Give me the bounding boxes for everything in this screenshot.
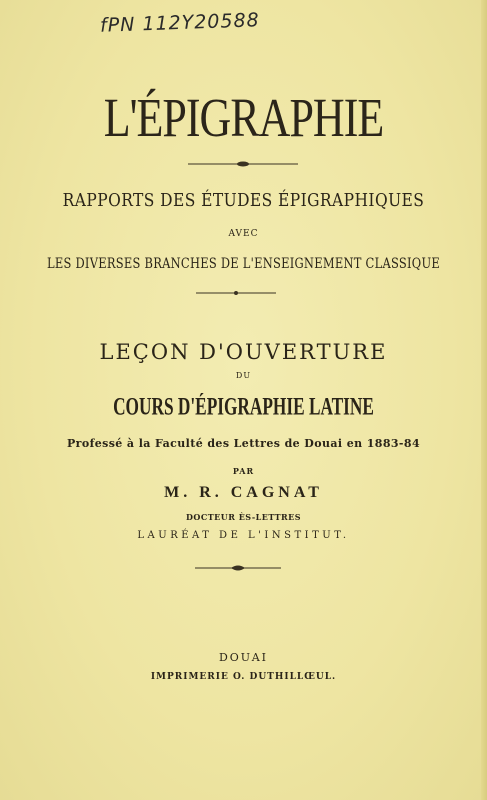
subtitle-line-1: RAPPORTS DES ÉTUDES ÉPIGRAPHIQUES <box>62 190 425 211</box>
course-title: COURS D'ÉPIGRAPHIE LATINE <box>113 393 374 421</box>
subtitle-line-2: LES DIVERSES BRANCHES DE L'ENSEIGNEMENT CLASSIQUE <box>46 256 441 272</box>
du-connector: DU <box>235 371 252 380</box>
handwritten-shelfmark: fPN 112Y20588 <box>99 9 261 37</box>
par-connector: PAR <box>232 466 255 476</box>
author-degree: DOCTEUR ÈS-LETTRES <box>185 512 302 522</box>
subtitle-avec: AVEC <box>228 229 259 239</box>
ornament-rule-3 <box>195 563 281 573</box>
author-honor: LAURÉAT DE L'INSTITUT. <box>137 530 350 541</box>
professe-line: Professé à la Faculté des Lettres de Douai en 1883-84 <box>66 437 421 450</box>
book-title: L'ÉPIGRAPHIE <box>103 87 384 149</box>
lecon-heading: LEÇON D'OUVERTURE <box>99 340 388 364</box>
ornament-rule-1 <box>188 159 298 169</box>
publication-city: DOUAI <box>218 651 269 664</box>
author-name: M. R. CAGNAT <box>164 484 323 501</box>
printer-name: IMPRIMERIE O. DUTHILLŒUL. <box>150 672 337 682</box>
ornament-rule-2 <box>196 288 276 298</box>
